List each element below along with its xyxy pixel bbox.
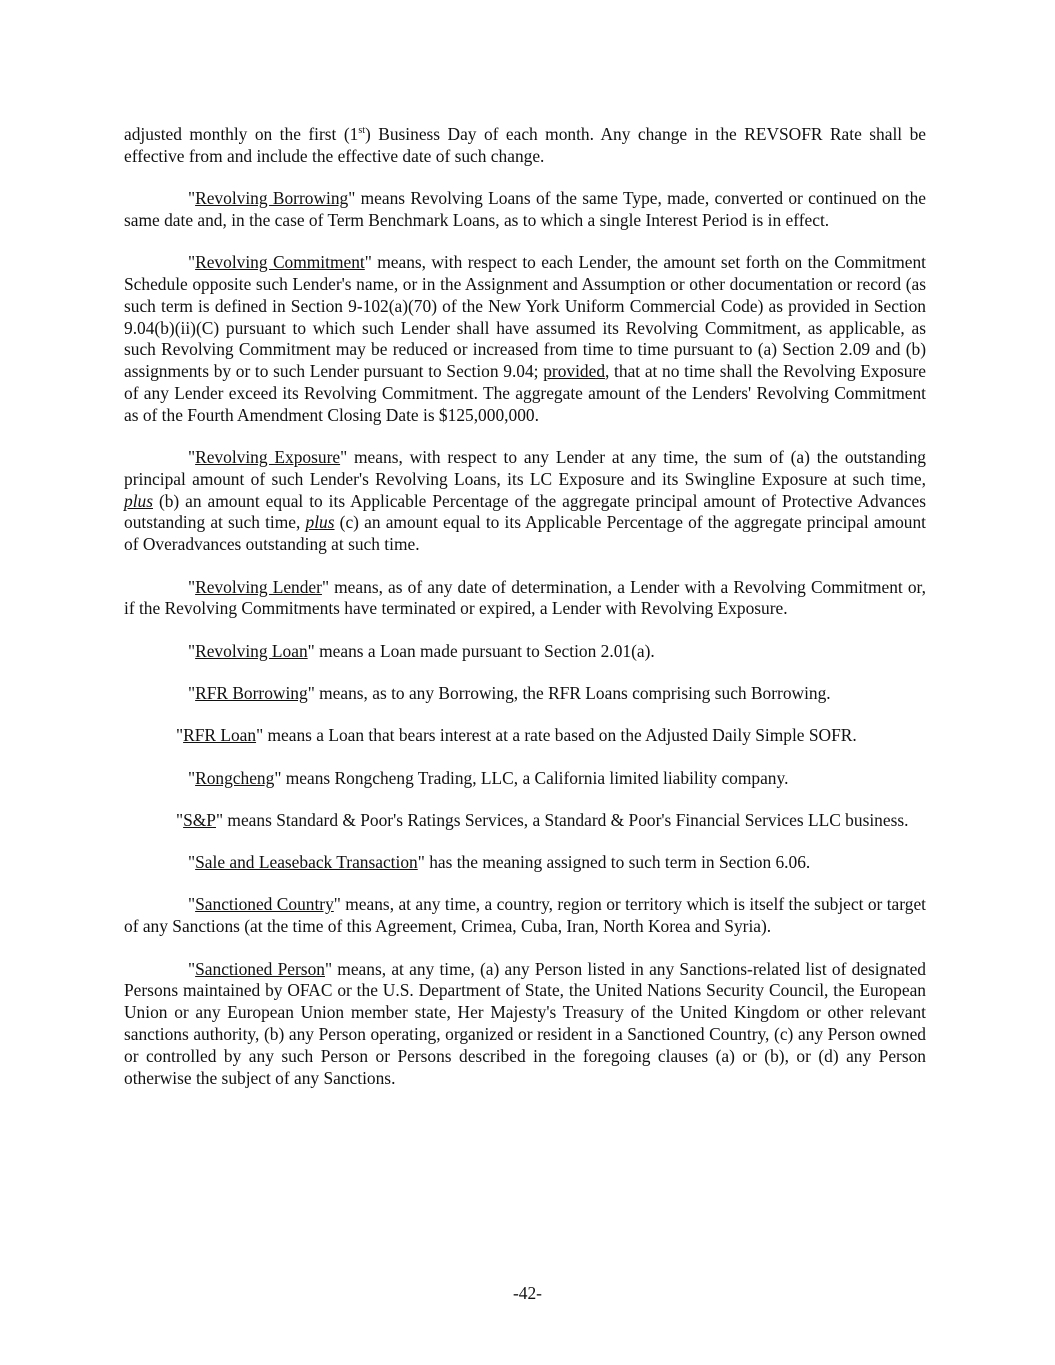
definition-rongcheng: "Rongcheng" means Rongcheng Trading, LLC, a California limited liability company. (188, 767, 789, 788)
plus-term: plus (124, 490, 153, 511)
definition-revolving-loan: "Revolving Loan" means a Loan made pursuant to Section 2.01(a). (188, 640, 655, 661)
definition-rfr-borrowing: "RFR Borrowing" means, as to any Borrowing, the RFR Loans comprising such Borrowing. (188, 682, 831, 703)
defined-term: RFR Borrowing (195, 682, 308, 703)
defined-term: Sanctioned Country (195, 894, 334, 915)
definition-revolving-commitment: "Revolving Commitment" means, with respect to each Lender, the amount set forth on the Commitment Schedule opposite such Lender's name, or in the Assignment and Assumption or other documentation or record (as such term is defined in Section 9-102(a)(70) of the New York Uniform Commercial Code) as provided in Section 9.04(b)(ii)(C) pursuant to which such Lender shall have assumed its Revolving Commitment, as applicable, as such Revolving Commitment may be reduced or increased from time to time pursuant to (a) Section 2.09 and (b) assignments by or to such Lender pursuant to Section 9.04; provided, that at no time shall the Revolving Exposure of any Lender exceed its Revolving Commitment. The aggregate amount of the Lenders' Revolving Commitment as of the Fourth Amendment Closing Date is $125,000,000. (124, 252, 927, 425)
definition-sanctioned-country: "Sanctioned Country" means, at any time, a country, region or territory which is itself the subject or target of any Sanctions (at the time of this Agreement, Crimea, Cuba, Iran, North Korea and Syria). (124, 894, 926, 937)
definition-sanctioned-person: "Sanctioned Person" means, at any time, (a) any Person listed in any Sanctions-related list of designated Persons maintained by OFAC or the U.S. Department of State, the United Nations Security Council, the European Union or any European Union member state, Her Majesty's Treasury of the United Kingdom or other relevant sanctions authority, (b) any Person operating, organized or resident in a Sanctioned Country, (c) any Person owned or controlled by any such Person or Persons described in the foregoing clauses (a) or (b), or (d) any Person otherwise the subject of any Sanctions. (124, 958, 926, 1088)
document-body (124, 124, 926, 1110)
definition-revolving-lender: "Revolving Lender" means, as of any date of determination, a Lender with a Revolving Commitment or, if the Revolving Commitments have terminated or expired, a Lender with Revolving Exposure. (124, 576, 926, 619)
defined-term: Revolving Commitment (195, 252, 365, 273)
defined-term: Revolving Borrowing (195, 188, 349, 209)
defined-term: Sanctioned Person (195, 958, 325, 979)
definition-sale-and-leaseback: "Sale and Leaseback Transaction" has the meaning assigned to such term in Section 6.06. (188, 852, 811, 873)
defined-term: Rongcheng (195, 767, 275, 788)
defined-term: Revolving Lender (195, 576, 322, 597)
defined-term: Revolving Exposure (195, 447, 341, 468)
defined-term: S&P (183, 809, 216, 830)
definition-revolving-borrowing: "Revolving Borrowing" means Revolving Loans of the same Type, made, converted or continued on the same date and, in the case of Term Benchmark Loans, as to which a single Interest Period is in effect. (124, 188, 926, 230)
definition-s-and-p: "S&P" means Standard & Poor's Ratings Services, a Standard & Poor's Financial Services LLC business. (176, 809, 909, 830)
defined-term: Revolving Loan (195, 640, 308, 661)
paragraph-continuation: adjusted monthly on the first (1st) Business Day of each month. Any change in the REVSOFR Rate shall be effective from and include the effective date of such change. (124, 124, 926, 166)
provided-term: provided (543, 361, 606, 382)
page-number: -42- (513, 1283, 542, 1303)
defined-term: RFR Loan (183, 725, 257, 746)
defined-term: Sale and Leaseback Transaction (195, 852, 418, 873)
definition-rfr-loan: "RFR Loan" means a Loan that bears interest at a rate based on the Adjusted Daily Simple SOFR. (176, 725, 857, 746)
definition-revolving-exposure: "Revolving Exposure" means, with respect to any Lender at any time, the sum of (a) the outstanding principal amount of such Lender's Revolving Loans, its LC Exposure and its Swingline Exposure at such time, plus (b) an amount equal to its Applicable Percentage of the aggregate principal amount of Protective Advances outstanding at such time, plus (c) an amount equal to its Applicable Percentage of the aggregate principal amount of Overadvances outstanding at such time. (124, 447, 927, 555)
plus-term: plus (305, 512, 335, 533)
